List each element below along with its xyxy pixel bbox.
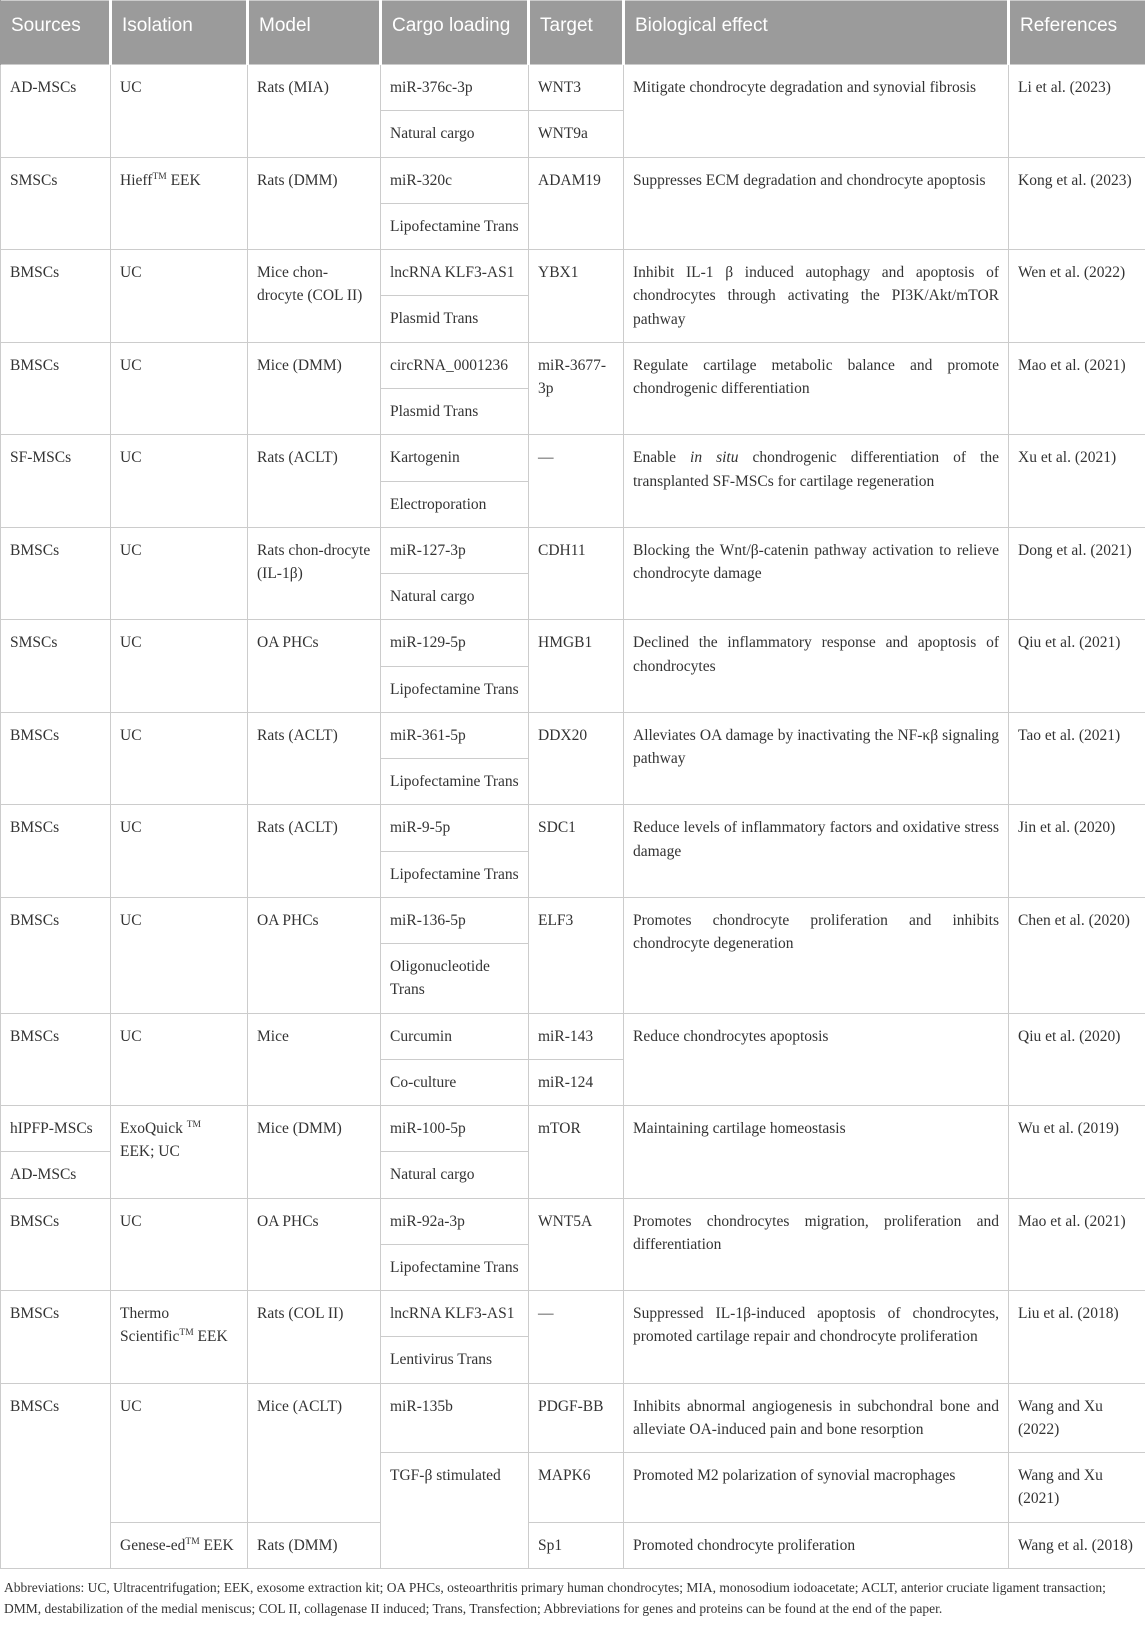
effect-cell: Promotes chondrocytes migration, proliferation and differentiation	[624, 1198, 1009, 1291]
table-cell: Li et al. (2023)	[1009, 65, 1145, 158]
table-cell: Wang and Xu (2021)	[1009, 1453, 1145, 1523]
table-cell: miR-320c	[381, 157, 529, 203]
text-fragment: ExoQuick	[120, 1120, 187, 1137]
table-cell	[111, 1522, 248, 1568]
table-cell: Wu et al. (2019)	[1009, 1106, 1145, 1199]
table-cell: BMSCs	[1, 1291, 111, 1384]
table-cell: Oligonucleotide Trans	[381, 944, 529, 1014]
table-cell: Curcumin	[381, 1013, 529, 1059]
table-cell: BMSCs	[1, 897, 111, 1013]
table-row	[1, 1198, 1145, 1244]
table-cell: Lipofectamine Trans	[381, 759, 529, 805]
table-cell: Rats (COL II)	[248, 1291, 381, 1384]
table-cell: Lipofectamine Trans	[381, 203, 529, 249]
table-cell: BMSCs	[1, 1198, 111, 1291]
effect-cell: Inhibit IL-1 β induced autophagy and apoptosis of chondrocytes through activating the PI3K/Akt/mTOR pathway	[624, 250, 1009, 343]
table-cell: WNT9a	[529, 111, 624, 157]
table-row	[1, 1106, 1145, 1152]
table-cell	[111, 1106, 248, 1199]
effect-cell: Suppresses ECM degradation and chondrocyte apoptosis	[624, 157, 1009, 250]
effect-cell: Mitigate chondrocyte degradation and synovial fibrosis	[624, 65, 1009, 158]
column-header-cargo-loading: Cargo loading	[381, 1, 529, 65]
table-cell: BMSCs	[1, 527, 111, 620]
table-cell: UC	[111, 1198, 248, 1291]
table-cell: Xu et al. (2021)	[1009, 435, 1145, 528]
effect-cell: Suppressed IL-1β-induced apoptosis of chondrocytes, promoted cartilage repair and chondrocyte proliferation	[624, 1291, 1009, 1384]
table-cell: Rats (ACLT)	[248, 712, 381, 805]
text-fragment: Enable	[633, 449, 690, 466]
table-header	[1, 1, 1145, 65]
table-cell: OA PHCs	[248, 897, 381, 1013]
table-row	[1, 1013, 1145, 1059]
table-row	[1, 342, 1145, 388]
effect-cell: Blocking the Wnt/β-catenin pathway activation to relieve chondrocyte damage	[624, 527, 1009, 620]
table-cell: SF-MSCs	[1, 435, 111, 528]
table-cell: PDGF-BB	[529, 1383, 624, 1453]
effect-cell: Alleviates OA damage by inactivating the NF-κβ signaling pathway	[624, 712, 1009, 805]
table-cell: ADAM19	[529, 157, 624, 250]
text-fragment: Thermo Scientific	[120, 1305, 179, 1345]
table-cell: UC	[111, 620, 248, 713]
effect-cell: Reduce chondrocytes apoptosis	[624, 1013, 1009, 1106]
table-cell: Plasmid Trans	[381, 389, 529, 435]
table-cell: Wen et al. (2022)	[1009, 250, 1145, 343]
table-cell: miR-127-3p	[381, 527, 529, 573]
table-cell: Rats (ACLT)	[248, 805, 381, 898]
table-cell: UC	[111, 1383, 248, 1522]
effect-cell: Promoted chondrocyte proliferation	[624, 1522, 1009, 1568]
table-cell: BMSCs	[1, 712, 111, 805]
table-row	[1, 157, 1145, 203]
table-cell: UC	[111, 897, 248, 1013]
table-cell: miR-136-5p	[381, 897, 529, 943]
table-row	[1, 712, 1145, 758]
table-cell: MAPK6	[529, 1453, 624, 1523]
table-cell: —	[529, 1291, 624, 1384]
table-cell: Qiu et al. (2021)	[1009, 620, 1145, 713]
column-header-references: References	[1009, 1, 1145, 65]
effect-cell	[624, 435, 1009, 528]
table-footnote: Abbreviations: UC, Ultracentrifugation; EEK, exosome extraction kit; OA PHCs, osteoarthritis primary human chondrocytes; MIA, monosodium iodoacetate; ACLT, anterior cruciate ligament transaction; DMM, destabilization of the medial meniscus; COL II, collagenase II induced; Trans, Transfection; Abbreviations for genes and proteins can be found at the end of the paper.	[0, 1569, 1145, 1626]
table-cell: Wang and Xu (2022)	[1009, 1383, 1145, 1453]
table-cell: OA PHCs	[248, 620, 381, 713]
table-cell: BMSCs	[1, 342, 111, 435]
table-row	[1, 1522, 1145, 1568]
table-row	[1, 527, 1145, 573]
table-cell: Rats chon-drocyte (IL-1β)	[248, 527, 381, 620]
column-header-model: Model	[248, 1, 381, 65]
column-header-sources: Sources	[1, 1, 111, 65]
table-cell: BMSCs	[1, 1383, 111, 1568]
table-row	[1, 65, 1145, 111]
effect-cell: Regulate cartilage metabolic balance and promote chondrogenic differentiation	[624, 342, 1009, 435]
table-cell: CDH11	[529, 527, 624, 620]
table-cell: DDX20	[529, 712, 624, 805]
trademark-superscript: TM	[152, 171, 166, 181]
table-row	[1, 1383, 1145, 1453]
table-cell: Lipofectamine Trans	[381, 1244, 529, 1290]
table-cell: Kong et al. (2023)	[1009, 157, 1145, 250]
table-cell: miR-3677-3p	[529, 342, 624, 435]
table-cell: miR-361-5p	[381, 712, 529, 758]
text-fragment: EEK	[200, 1537, 234, 1554]
table-cell: miR-124	[529, 1059, 624, 1105]
table-cell: Qiu et al. (2020)	[1009, 1013, 1145, 1106]
table-cell: circRNA_0001236	[381, 342, 529, 388]
table-cell	[111, 157, 248, 250]
column-header-isolation: Isolation	[111, 1, 248, 65]
column-header-biological-effect: Biological effect	[624, 1, 1009, 65]
table-cell: Lipofectamine Trans	[381, 666, 529, 712]
effect-cell: Declined the inflammatory response and apoptosis of chondrocytes	[624, 620, 1009, 713]
effect-cell: Reduce levels of inflammatory factors and oxidative stress damage	[624, 805, 1009, 898]
table-cell: mTOR	[529, 1106, 624, 1199]
table-row	[1, 805, 1145, 851]
table-cell: HMGB1	[529, 620, 624, 713]
table-cell: UC	[111, 1013, 248, 1106]
table-cell: Dong et al. (2021)	[1009, 527, 1145, 620]
table-cell: UC	[111, 527, 248, 620]
table-cell: UC	[111, 712, 248, 805]
table-cell	[111, 1291, 248, 1384]
table-cell: miR-135b	[381, 1383, 529, 1453]
table-cell: Electroporation	[381, 481, 529, 527]
trademark-superscript: TM	[185, 1536, 199, 1546]
table-cell: miR-143	[529, 1013, 624, 1059]
table-cell: Mice chon-drocyte (COL II)	[248, 250, 381, 343]
table-cell: UC	[111, 435, 248, 528]
table-cell: Kartogenin	[381, 435, 529, 481]
table-cell: —	[529, 435, 624, 528]
table-cell: Tao et al. (2021)	[1009, 712, 1145, 805]
text-fragment: Genese-ed	[120, 1537, 185, 1554]
table-row	[1, 250, 1145, 296]
table-cell: UC	[111, 805, 248, 898]
table-cell: miR-9-5p	[381, 805, 529, 851]
table-cell: Jin et al. (2020)	[1009, 805, 1145, 898]
effect-cell: Maintaining cartilage homeostasis	[624, 1106, 1009, 1199]
table-cell: miR-129-5p	[381, 620, 529, 666]
table-cell: AD-MSCs	[1, 65, 111, 158]
table-cell: SMSCs	[1, 157, 111, 250]
table-cell: Mice (DMM)	[248, 1106, 381, 1199]
header-row	[1, 1, 1145, 65]
table-cell: WNT5A	[529, 1198, 624, 1291]
table-body	[1, 65, 1145, 1569]
table-cell: miR-92a-3p	[381, 1198, 529, 1244]
table-cell: BMSCs	[1, 805, 111, 898]
table-row	[1, 897, 1145, 943]
table-cell: UC	[111, 65, 248, 158]
text-fragment: chondrogenic differentiation of the transplanted SF-MSCs for cartilage regeneration	[633, 449, 999, 489]
table-cell: Plasmid Trans	[381, 296, 529, 342]
table-cell: BMSCs	[1, 250, 111, 343]
table-cell: Co-culture	[381, 1059, 529, 1105]
table-cell: Chen et al. (2020)	[1009, 897, 1145, 1013]
table-cell: SMSCs	[1, 620, 111, 713]
text-fragment: EEK	[194, 1328, 228, 1345]
table-cell: Natural cargo	[381, 111, 529, 157]
table-cell: lncRNA KLF3-AS1	[381, 250, 529, 296]
table-cell: miR-376c-3p	[381, 65, 529, 111]
table-cell: lncRNA KLF3-AS1	[381, 1291, 529, 1337]
table-cell: Wang et al. (2018)	[1009, 1522, 1145, 1568]
table-cell: Liu et al. (2018)	[1009, 1291, 1145, 1384]
table-cell: UC	[111, 250, 248, 343]
trademark-superscript: TM	[179, 1328, 193, 1338]
table-cell: Rats (ACLT)	[248, 435, 381, 528]
table-cell: SDC1	[529, 805, 624, 898]
table-cell: OA PHCs	[248, 1198, 381, 1291]
table-cell: Sp1	[529, 1522, 624, 1568]
table-cell: Lentivirus Trans	[381, 1337, 529, 1383]
table-cell: Mao et al. (2021)	[1009, 1198, 1145, 1291]
table-cell: Rats (DMM)	[248, 1522, 381, 1568]
table-cell: Mao et al. (2021)	[1009, 342, 1145, 435]
table-cell: Natural cargo	[381, 574, 529, 620]
table-cell: miR-100-5p	[381, 1106, 529, 1152]
text-fragment: Hieff	[120, 172, 152, 189]
table-cell: hIPFP-MSCs	[1, 1106, 111, 1152]
table-cell: UC	[111, 342, 248, 435]
table-cell: Mice (DMM)	[248, 342, 381, 435]
table-cell: Natural cargo	[381, 1152, 529, 1198]
table-cell: TGF-β stimulated	[381, 1453, 529, 1569]
table-cell: BMSCs	[1, 1013, 111, 1106]
table-cell: AD-MSCs	[1, 1152, 111, 1198]
column-header-target: Target	[529, 1, 624, 65]
table-row	[1, 1291, 1145, 1337]
effect-cell: Promotes chondrocyte proliferation and inhibits chondrocyte degeneration	[624, 897, 1009, 1013]
table-cell: YBX1	[529, 250, 624, 343]
table-cell: WNT3	[529, 65, 624, 111]
text-fragment: EEK	[167, 172, 201, 189]
table-cell: Rats (DMM)	[248, 157, 381, 250]
table-cell: Rats (MIA)	[248, 65, 381, 158]
table-cell: Mice	[248, 1013, 381, 1106]
table-cell: ELF3	[529, 897, 624, 1013]
table-row	[1, 620, 1145, 666]
italic-term: in situ	[690, 449, 738, 466]
trademark-superscript: TM	[187, 1120, 201, 1130]
effect-cell: Promoted M2 polarization of synovial macrophages	[624, 1453, 1009, 1523]
table-cell: Mice (ACLT)	[248, 1383, 381, 1522]
effect-cell: Inhibits abnormal angiogenesis in subchondral bone and alleviate OA-induced pain and bone resorption	[624, 1383, 1009, 1453]
table-cell: Lipofectamine Trans	[381, 851, 529, 897]
text-fragment: EEK; UC	[120, 1143, 180, 1160]
table-row	[1, 435, 1145, 481]
